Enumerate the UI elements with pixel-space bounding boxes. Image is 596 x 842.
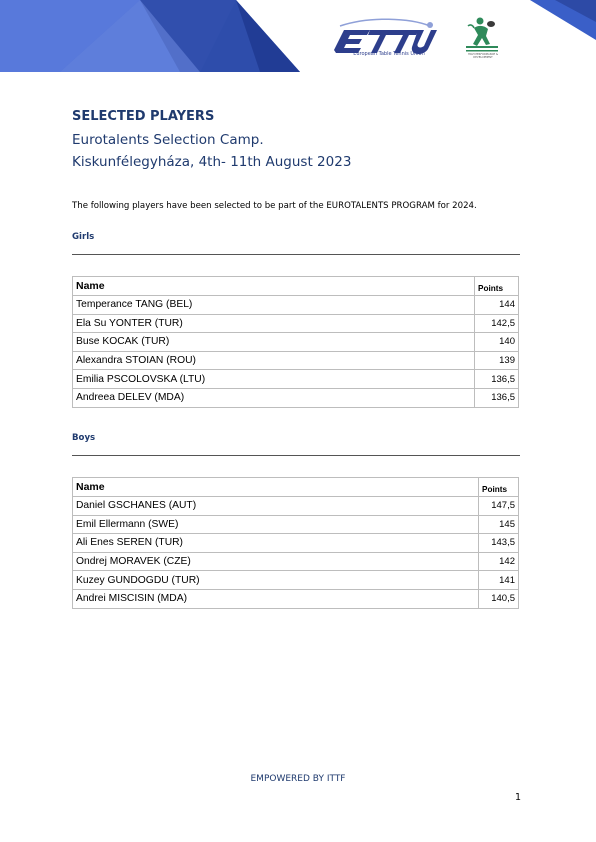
table-row [73,314,519,333]
table-row [73,515,519,534]
ittf-logo-mark [464,16,500,54]
player-points: 142,5 [475,314,519,333]
table-row [73,497,519,516]
title-block [72,108,532,172]
page-title: SELECTED PLAYERS [72,109,215,124]
player-points: 147,5 [479,497,519,516]
player-name: Alexandra STOIAN (ROU) [73,351,475,370]
header-banner [0,0,596,72]
table-row [73,296,519,315]
table-row [73,534,519,553]
player-name: Ondrej MORAVEK (CZE) [73,552,479,571]
player-name: Ela Su YONTER (TUR) [73,314,475,333]
event-location-date: Kiskunfélegyháza, 4th- 11th August 2023 [72,154,352,170]
ettu-org-name: European Table Tennis Union [353,51,425,57]
table-header-row [73,277,519,296]
player-name: Buse KOCAK (TUR) [73,333,475,352]
column-header-points: Points [479,478,519,497]
girls-section-label: Girls [72,232,95,242]
player-points: 136,5 [475,388,519,407]
footer-text: EMPOWERED BY ITTF [250,774,346,784]
player-name: Emil Ellermann (SWE) [73,515,479,534]
column-header-points: Points [475,277,519,296]
player-name: Daniel GSCHANES (AUT) [73,497,479,516]
column-header-name: Name [73,277,475,296]
player-name: Andrei MISCISIN (MDA) [73,589,479,608]
player-points: 140 [475,333,519,352]
player-name: Temperance TANG (BEL) [73,296,475,315]
player-points: 142 [479,552,519,571]
boys-divider [72,455,520,456]
ittf-caption: HIGH PERFORMANCE & DEVELOPMENT [467,53,499,59]
boys-table [72,477,519,609]
table-row [73,571,519,590]
table-row [73,333,519,352]
event-name: Eurotalents Selection Camp. [72,132,264,148]
player-points: 143,5 [479,534,519,553]
intro-text: The following players have been selected to be part of the EUROTALENTS PROGRAM for 2024. [72,201,477,211]
table-row [73,552,519,571]
player-name: Emilia PSCOLOVSKA (LTU) [73,370,475,389]
player-points: 144 [475,296,519,315]
player-points: 139 [475,351,519,370]
player-name: Andreea DELEV (MDA) [73,388,475,407]
player-points: 140,5 [479,589,519,608]
table-row [73,370,519,389]
player-points: 136,5 [475,370,519,389]
boys-section-label: Boys [72,433,96,443]
table-row [73,351,519,370]
page-number: 1 [514,792,522,803]
player-points: 145 [479,515,519,534]
player-name: Ali Enes SEREN (TUR) [73,534,479,553]
player-name: Kuzey GUNDOGDU (TUR) [73,571,479,590]
player-points: 141 [479,571,519,590]
girls-divider [72,254,520,255]
table-row [73,589,519,608]
column-header-name: Name [73,478,479,497]
girls-table [72,276,519,408]
table-row [73,388,519,407]
table-header-row [73,478,519,497]
